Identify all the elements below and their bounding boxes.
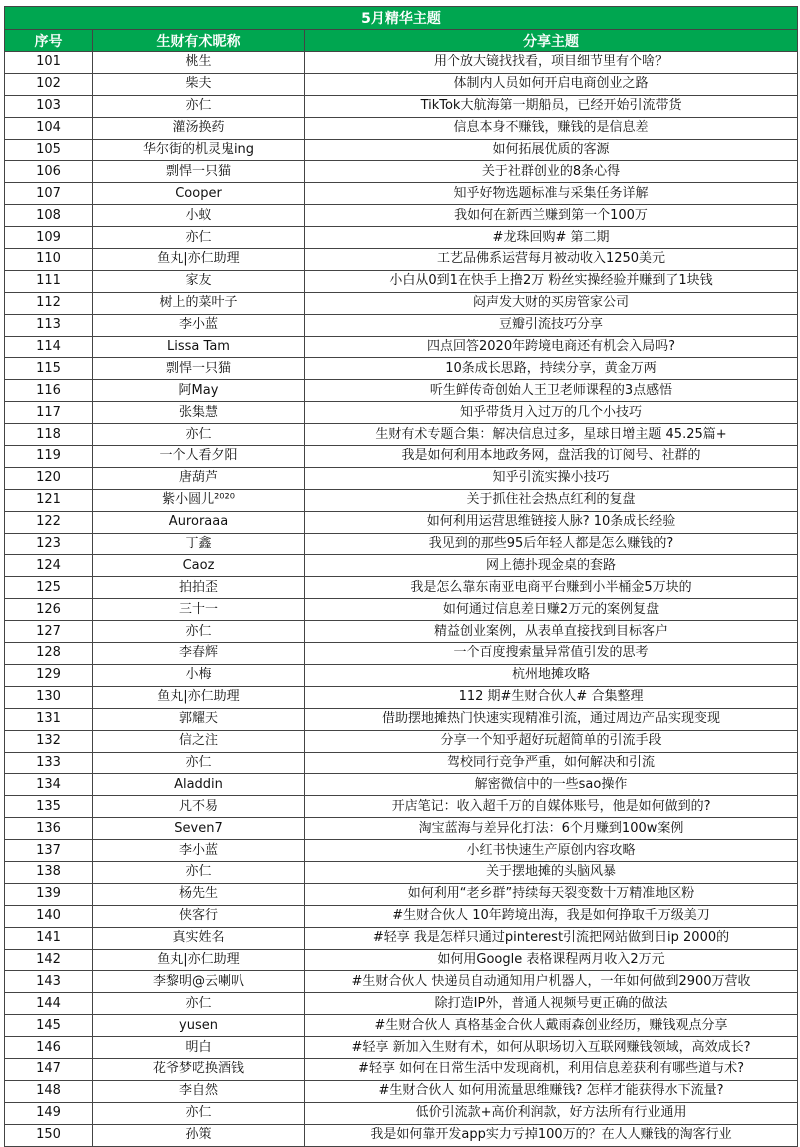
- cell-nickname: 家友: [93, 270, 305, 292]
- cell-nickname: 丁鑫: [93, 533, 305, 555]
- cell-number: 121: [5, 489, 93, 511]
- cell-topic: 10条成长思路，持续分享，黄金万两: [305, 358, 798, 380]
- cell-nickname: 阿May: [93, 380, 305, 402]
- cell-topic: 豆瓣引流技巧分享: [305, 314, 798, 336]
- cell-topic: 小红书快速生产原创内容攻略: [305, 840, 798, 862]
- cell-nickname: Cooper: [93, 183, 305, 205]
- cell-number: 103: [5, 95, 93, 117]
- table-row: [5, 227, 798, 249]
- cell-nickname: 李黎明@云喇叭: [93, 971, 305, 993]
- table-row: [5, 840, 798, 862]
- cell-number: 142: [5, 949, 93, 971]
- cell-number: 150: [5, 1124, 93, 1146]
- cell-nickname: 唐葫芦: [93, 467, 305, 489]
- cell-topic: #生财合伙人 如何用流量思维赚钱? 怎样才能获得水下流量?: [305, 1080, 798, 1102]
- cell-topic: 如何利用运营思维链接人脉? 10条成长经验: [305, 511, 798, 533]
- cell-topic: 驾校同行竞争严重，如何解决和引流: [305, 752, 798, 774]
- cell-topic: 用个放大镜找找看，项目细节里有个啥？: [305, 52, 798, 74]
- cell-nickname: 亦仁: [93, 861, 305, 883]
- cell-topic: 开店笔记：收入超千万的自媒体账号，他是如何做到的?: [305, 796, 798, 818]
- cell-nickname: 三十一: [93, 599, 305, 621]
- table-row: [5, 336, 798, 358]
- cell-nickname: 拍拍歪: [93, 577, 305, 599]
- cell-number: 125: [5, 577, 93, 599]
- cell-nickname: 郭耀天: [93, 708, 305, 730]
- cell-nickname: 鱼丸|亦仁助理: [93, 686, 305, 708]
- cell-topic: 关于摆地摊的头脑风暴: [305, 861, 798, 883]
- cell-nickname: yusen: [93, 1015, 305, 1037]
- cell-nickname: 灌汤换药: [93, 117, 305, 139]
- table-row: [5, 139, 798, 161]
- table-row: [5, 467, 798, 489]
- table-row: [5, 577, 798, 599]
- table-row: [5, 621, 798, 643]
- cell-topic: 借助摆地摊热门快速实现精准引流，通过周边产品实现变现: [305, 708, 798, 730]
- table-row: [5, 599, 798, 621]
- cell-nickname: 鱼丸|亦仁助理: [93, 249, 305, 271]
- cell-number: 124: [5, 555, 93, 577]
- cell-nickname: 剽悍一只猫: [93, 161, 305, 183]
- cell-topic: 知乎带货月入过万的几个小技巧: [305, 402, 798, 424]
- cell-number: 140: [5, 905, 93, 927]
- cell-number: 135: [5, 796, 93, 818]
- cell-topic: 如何通过信息差日赚2万元的案例复盘: [305, 599, 798, 621]
- cell-number: 120: [5, 467, 93, 489]
- cell-topic: 一个百度搜索量异常值引发的思考: [305, 643, 798, 665]
- table-row: [5, 95, 798, 117]
- cell-topic: 除打造IP外，普通人视频号更正确的做法: [305, 993, 798, 1015]
- cell-topic: 精益创业案例，从表单直接找到目标客户: [305, 621, 798, 643]
- cell-nickname: Auroraaa: [93, 511, 305, 533]
- cell-nickname: 亦仁: [93, 95, 305, 117]
- cell-nickname: 桃生: [93, 52, 305, 74]
- cell-topic: TikTok大航海第一期船员，已经开始引流带货: [305, 95, 798, 117]
- cell-nickname: 鱼丸|亦仁助理: [93, 949, 305, 971]
- cell-nickname: Lissa Tam: [93, 336, 305, 358]
- cell-topic: 信息本身不赚钱，赚钱的是信息差: [305, 117, 798, 139]
- table-row: [5, 205, 798, 227]
- cell-number: 118: [5, 424, 93, 446]
- cell-nickname: 亦仁: [93, 752, 305, 774]
- cell-nickname: Aladdin: [93, 774, 305, 796]
- table-row: [5, 489, 798, 511]
- table-row: [5, 424, 798, 446]
- column-header-nickname: 生财有术昵称: [93, 30, 305, 52]
- spreadsheet: [4, 6, 797, 1147]
- cell-topic: #轻享 我是怎样只通过pinterest引流把网站做到日ip 2000的: [305, 927, 798, 949]
- cell-number: 112: [5, 292, 93, 314]
- table-row: [5, 730, 798, 752]
- cell-number: 146: [5, 1037, 93, 1059]
- cell-topic: 解密微信中的一些sao操作: [305, 774, 798, 796]
- cell-topic: #生财合伙人 快递员自动通知用户机器人，一年如何做到2900万营收: [305, 971, 798, 993]
- cell-number: 147: [5, 1058, 93, 1080]
- table-row: [5, 1102, 798, 1124]
- cell-nickname: 侠客行: [93, 905, 305, 927]
- table-row: [5, 117, 798, 139]
- table-row: [5, 249, 798, 271]
- table-row: [5, 402, 798, 424]
- cell-nickname: 一个人看夕阳: [93, 446, 305, 468]
- table-row: [5, 686, 798, 708]
- cell-nickname: 亦仁: [93, 621, 305, 643]
- cell-number: 128: [5, 643, 93, 665]
- column-header-topic: 分享主题: [305, 30, 798, 52]
- cell-number: 132: [5, 730, 93, 752]
- cell-nickname: 亦仁: [93, 227, 305, 249]
- cell-number: 111: [5, 270, 93, 292]
- cell-number: 123: [5, 533, 93, 555]
- table-row: [5, 905, 798, 927]
- cell-number: 136: [5, 818, 93, 840]
- cell-topic: 杭州地摊攻略: [305, 664, 798, 686]
- table-row: [5, 511, 798, 533]
- cell-nickname: 剽悍一只猫: [93, 358, 305, 380]
- cell-number: 107: [5, 183, 93, 205]
- title-row: [5, 7, 798, 30]
- table-row: [5, 883, 798, 905]
- cell-topic: 听生鲜传奇创始人王卫老师课程的3点感悟: [305, 380, 798, 402]
- cell-number: 117: [5, 402, 93, 424]
- table-row: [5, 292, 798, 314]
- cell-nickname: 柴夫: [93, 73, 305, 95]
- cell-topic: #龙珠回购# 第二期: [305, 227, 798, 249]
- cell-number: 106: [5, 161, 93, 183]
- table-row: [5, 1080, 798, 1102]
- cell-number: 144: [5, 993, 93, 1015]
- cell-topic: 闷声发大财的买房管家公司: [305, 292, 798, 314]
- cell-number: 105: [5, 139, 93, 161]
- cell-nickname: 李小蓝: [93, 840, 305, 862]
- cell-topic: 网上德扑现金桌的套路: [305, 555, 798, 577]
- cell-number: 119: [5, 446, 93, 468]
- cell-topic: 低价引流款+高价利润款，好方法所有行业通用: [305, 1102, 798, 1124]
- cell-topic: 知乎引流实操小技巧: [305, 467, 798, 489]
- cell-nickname: 真实姓名: [93, 927, 305, 949]
- table-row: [5, 861, 798, 883]
- cell-topic: #生财合伙人 真格基金合伙人戴雨森创业经历，赚钱观点分享: [305, 1015, 798, 1037]
- table-row: [5, 774, 798, 796]
- cell-number: 113: [5, 314, 93, 336]
- cell-nickname: 小梅: [93, 664, 305, 686]
- table-row: [5, 314, 798, 336]
- cell-topic: 我如何在新西兰赚到第一个100万: [305, 205, 798, 227]
- table-row: [5, 73, 798, 95]
- cell-nickname: 凡不易: [93, 796, 305, 818]
- cell-nickname: 亦仁: [93, 424, 305, 446]
- topics-table: [4, 6, 798, 1147]
- table-row: [5, 664, 798, 686]
- cell-nickname: Caoz: [93, 555, 305, 577]
- cell-nickname: 杨先生: [93, 883, 305, 905]
- cell-number: 148: [5, 1080, 93, 1102]
- cell-nickname: 明白: [93, 1037, 305, 1059]
- cell-number: 130: [5, 686, 93, 708]
- table-row: [5, 818, 798, 840]
- table-row: [5, 796, 798, 818]
- cell-number: 109: [5, 227, 93, 249]
- cell-nickname: 亦仁: [93, 1102, 305, 1124]
- cell-topic: 如何拓展优质的客源: [305, 139, 798, 161]
- cell-topic: 工艺品佛系运营每月被动收入1250美元: [305, 249, 798, 271]
- cell-number: 139: [5, 883, 93, 905]
- cell-number: 134: [5, 774, 93, 796]
- cell-number: 114: [5, 336, 93, 358]
- cell-topic: 淘宝蓝海与差异化打法：6个月赚到100w案例: [305, 818, 798, 840]
- cell-nickname: 花爷梦呓换酒钱: [93, 1058, 305, 1080]
- cell-nickname: 张集慧: [93, 402, 305, 424]
- cell-nickname: 李小蓝: [93, 314, 305, 336]
- cell-number: 129: [5, 664, 93, 686]
- cell-nickname: 华尔街的机灵鬼ing: [93, 139, 305, 161]
- cell-topic: 关于社群创业的8条心得: [305, 161, 798, 183]
- cell-number: 137: [5, 840, 93, 862]
- table-row: [5, 949, 798, 971]
- cell-topic: 我见到的那些95后年轻人都是怎么赚钱的?: [305, 533, 798, 555]
- cell-topic: 生财有术专题合集：解决信息过多，星球日增主题 45.25篇+: [305, 424, 798, 446]
- cell-number: 110: [5, 249, 93, 271]
- cell-topic: 我是如何利用本地政务网，盘活我的订阅号、社群的: [305, 446, 798, 468]
- cell-number: 116: [5, 380, 93, 402]
- table-row: [5, 1058, 798, 1080]
- cell-topic: 我是怎么靠东南亚电商平台赚到小半桶金5万块的: [305, 577, 798, 599]
- cell-topic: #轻享 如何在日常生活中发现商机，利用信息差获利有哪些道与术?: [305, 1058, 798, 1080]
- table-row: [5, 1015, 798, 1037]
- table-row: [5, 1124, 798, 1146]
- cell-topic: 112 期#生财合伙人# 合集整理: [305, 686, 798, 708]
- table-row: [5, 161, 798, 183]
- cell-number: 127: [5, 621, 93, 643]
- cell-topic: 小白从0到1在快手上撸2万 粉丝实操经验并赚到了1块钱: [305, 270, 798, 292]
- table-row: [5, 183, 798, 205]
- table-row: [5, 927, 798, 949]
- table-row: [5, 752, 798, 774]
- cell-number: 145: [5, 1015, 93, 1037]
- table-row: [5, 446, 798, 468]
- cell-topic: 四点回答2020年跨境电商还有机会入局吗?: [305, 336, 798, 358]
- table-row: [5, 52, 798, 74]
- cell-number: 143: [5, 971, 93, 993]
- cell-number: 126: [5, 599, 93, 621]
- cell-number: 131: [5, 708, 93, 730]
- cell-topic: 我是如何靠开发app实力亏掉100万的？在人人赚钱的淘客行业: [305, 1124, 798, 1146]
- cell-topic: 如何利用“老乡群”持续每天裂变数十万精准地区粉: [305, 883, 798, 905]
- table-row: [5, 533, 798, 555]
- cell-topic: 分享一个知乎超好玩超简单的引流手段: [305, 730, 798, 752]
- cell-nickname: 树上的菜叶子: [93, 292, 305, 314]
- cell-nickname: 李自然: [93, 1080, 305, 1102]
- cell-number: 133: [5, 752, 93, 774]
- cell-number: 141: [5, 927, 93, 949]
- table-row: [5, 555, 798, 577]
- cell-topic: 知乎好物选题标准与采集任务详解: [305, 183, 798, 205]
- cell-number: 122: [5, 511, 93, 533]
- table-row: [5, 270, 798, 292]
- cell-number: 138: [5, 861, 93, 883]
- table-row: [5, 380, 798, 402]
- cell-number: 115: [5, 358, 93, 380]
- cell-number: 108: [5, 205, 93, 227]
- cell-nickname: 紫小圆儿²⁰²⁰: [93, 489, 305, 511]
- cell-nickname: 李春辉: [93, 643, 305, 665]
- table-row: [5, 643, 798, 665]
- cell-topic: 关于抓住社会热点红利的复盘: [305, 489, 798, 511]
- cell-nickname: 亦仁: [93, 993, 305, 1015]
- cell-nickname: 信之注: [93, 730, 305, 752]
- cell-topic: 如何用Google 表格课程两月收入2万元: [305, 949, 798, 971]
- table-row: [5, 358, 798, 380]
- cell-number: 101: [5, 52, 93, 74]
- table-row: [5, 971, 798, 993]
- cell-nickname: 小蚁: [93, 205, 305, 227]
- cell-nickname: Seven7: [93, 818, 305, 840]
- cell-topic: #轻享 新加入生财有术，如何从职场切入互联网赚钱领域，高效成长?: [305, 1037, 798, 1059]
- cell-nickname: 孙策: [93, 1124, 305, 1146]
- table-row: [5, 708, 798, 730]
- cell-number: 104: [5, 117, 93, 139]
- sheet-title: 5月精华主题: [5, 7, 798, 30]
- table-row: [5, 993, 798, 1015]
- table-row: [5, 1037, 798, 1059]
- cell-number: 149: [5, 1102, 93, 1124]
- header-row: [5, 30, 798, 52]
- cell-topic: #生财合伙人 10年跨境出海，我是如何挣取千万级美刀: [305, 905, 798, 927]
- cell-number: 102: [5, 73, 93, 95]
- column-header-number: 序号: [5, 30, 93, 52]
- cell-topic: 体制内人员如何开启电商创业之路: [305, 73, 798, 95]
